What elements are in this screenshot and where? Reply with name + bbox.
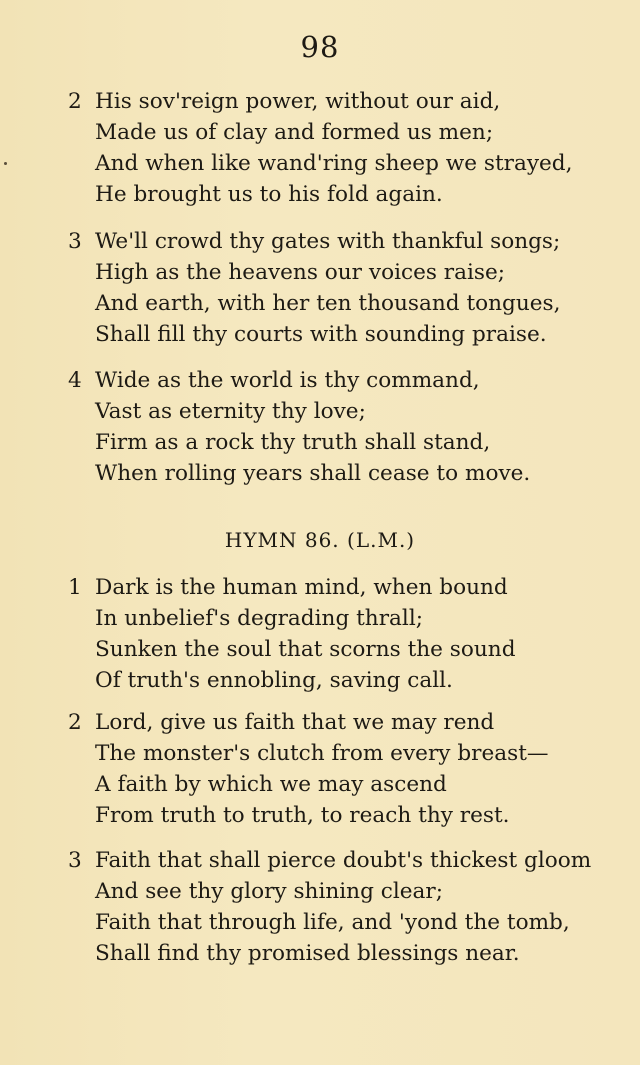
stanza-number: 2 <box>68 89 82 114</box>
hymn-title: HYMN 86. (L.M.) <box>224 528 416 552</box>
stanza-line <box>68 117 573 148</box>
stanza-number: 4 <box>68 368 82 393</box>
line-text: His sov'reign power, without our aid, <box>95 89 501 114</box>
stanza-number: 3 <box>68 229 82 254</box>
stanza-line <box>68 876 591 907</box>
line-text: He brought us to his fold again. <box>95 182 443 207</box>
stanza <box>68 226 561 350</box>
stanza-number: 2 <box>68 710 82 735</box>
line-text: From truth to truth, to reach thy rest. <box>95 803 510 828</box>
line-text: And when like wand'ring sheep we strayed, <box>95 151 573 176</box>
stanza-line <box>68 179 573 210</box>
line-text: Vast as eternity thy love; <box>95 399 366 424</box>
stanza-line <box>68 148 573 179</box>
line-text: Faith that shall pierce doubt's thickest gloom <box>95 848 592 873</box>
line-text: And see thy glory shining clear; <box>95 879 444 904</box>
stanza-line <box>68 226 561 257</box>
stanza-line <box>68 396 530 427</box>
stanza-line <box>68 458 530 489</box>
line-text: When rolling years shall cease to move. <box>95 461 531 486</box>
stanza-line <box>68 800 548 831</box>
stanza-line <box>68 257 561 288</box>
stanza <box>68 572 516 696</box>
stanza-line <box>68 738 548 769</box>
stanza-line <box>68 86 573 117</box>
line-text: Lord, give us faith that we may rend <box>95 710 495 735</box>
stanza <box>68 845 591 969</box>
line-text: Wide as the world is thy command, <box>95 368 480 393</box>
line-text: Faith that through life, and 'yond the tomb, <box>95 910 570 935</box>
line-text: Shall fill thy courts with sounding praise. <box>95 322 547 347</box>
stanza-line <box>68 769 548 800</box>
stanza-line <box>68 603 516 634</box>
stanza-number: 3 <box>68 848 82 873</box>
stanza-line <box>68 845 591 876</box>
stanza-line <box>68 938 591 969</box>
line-text: Shall find thy promised blessings near. <box>95 941 520 966</box>
line-text: Sunken the soul that scorns the sound <box>95 637 516 662</box>
line-text: We'll crowd thy gates with thankful songs; <box>95 229 561 254</box>
line-text: The monster's clutch from every breast— <box>95 741 549 766</box>
line-text: Dark is the human mind, when bound <box>95 575 508 600</box>
stanza-line <box>68 907 591 938</box>
line-text: In unbelief's degrading thrall; <box>95 606 423 631</box>
stanza-line <box>68 665 516 696</box>
stanza-line <box>68 707 548 738</box>
stanza <box>68 365 530 489</box>
stanza-line <box>68 365 530 396</box>
stanza-line <box>68 427 530 458</box>
line-text: And earth, with her ten thousand tongues, <box>95 291 561 316</box>
page-number: 98 <box>300 30 340 64</box>
line-text: A faith by which we may ascend <box>95 772 447 797</box>
stanza-line <box>68 634 516 665</box>
line-text: Of truth's ennobling, saving call. <box>95 668 453 693</box>
ink-speck <box>4 162 7 165</box>
stanza-line <box>68 319 561 350</box>
stanza <box>68 86 573 210</box>
line-text: Made us of clay and formed us men; <box>95 120 494 145</box>
stanza-number: 1 <box>68 575 82 600</box>
stanza <box>68 707 548 831</box>
stanza-line <box>68 572 516 603</box>
line-text: High as the heavens our voices raise; <box>95 260 506 285</box>
stanza-line <box>68 288 561 319</box>
line-text: Firm as a rock thy truth shall stand, <box>95 430 491 455</box>
